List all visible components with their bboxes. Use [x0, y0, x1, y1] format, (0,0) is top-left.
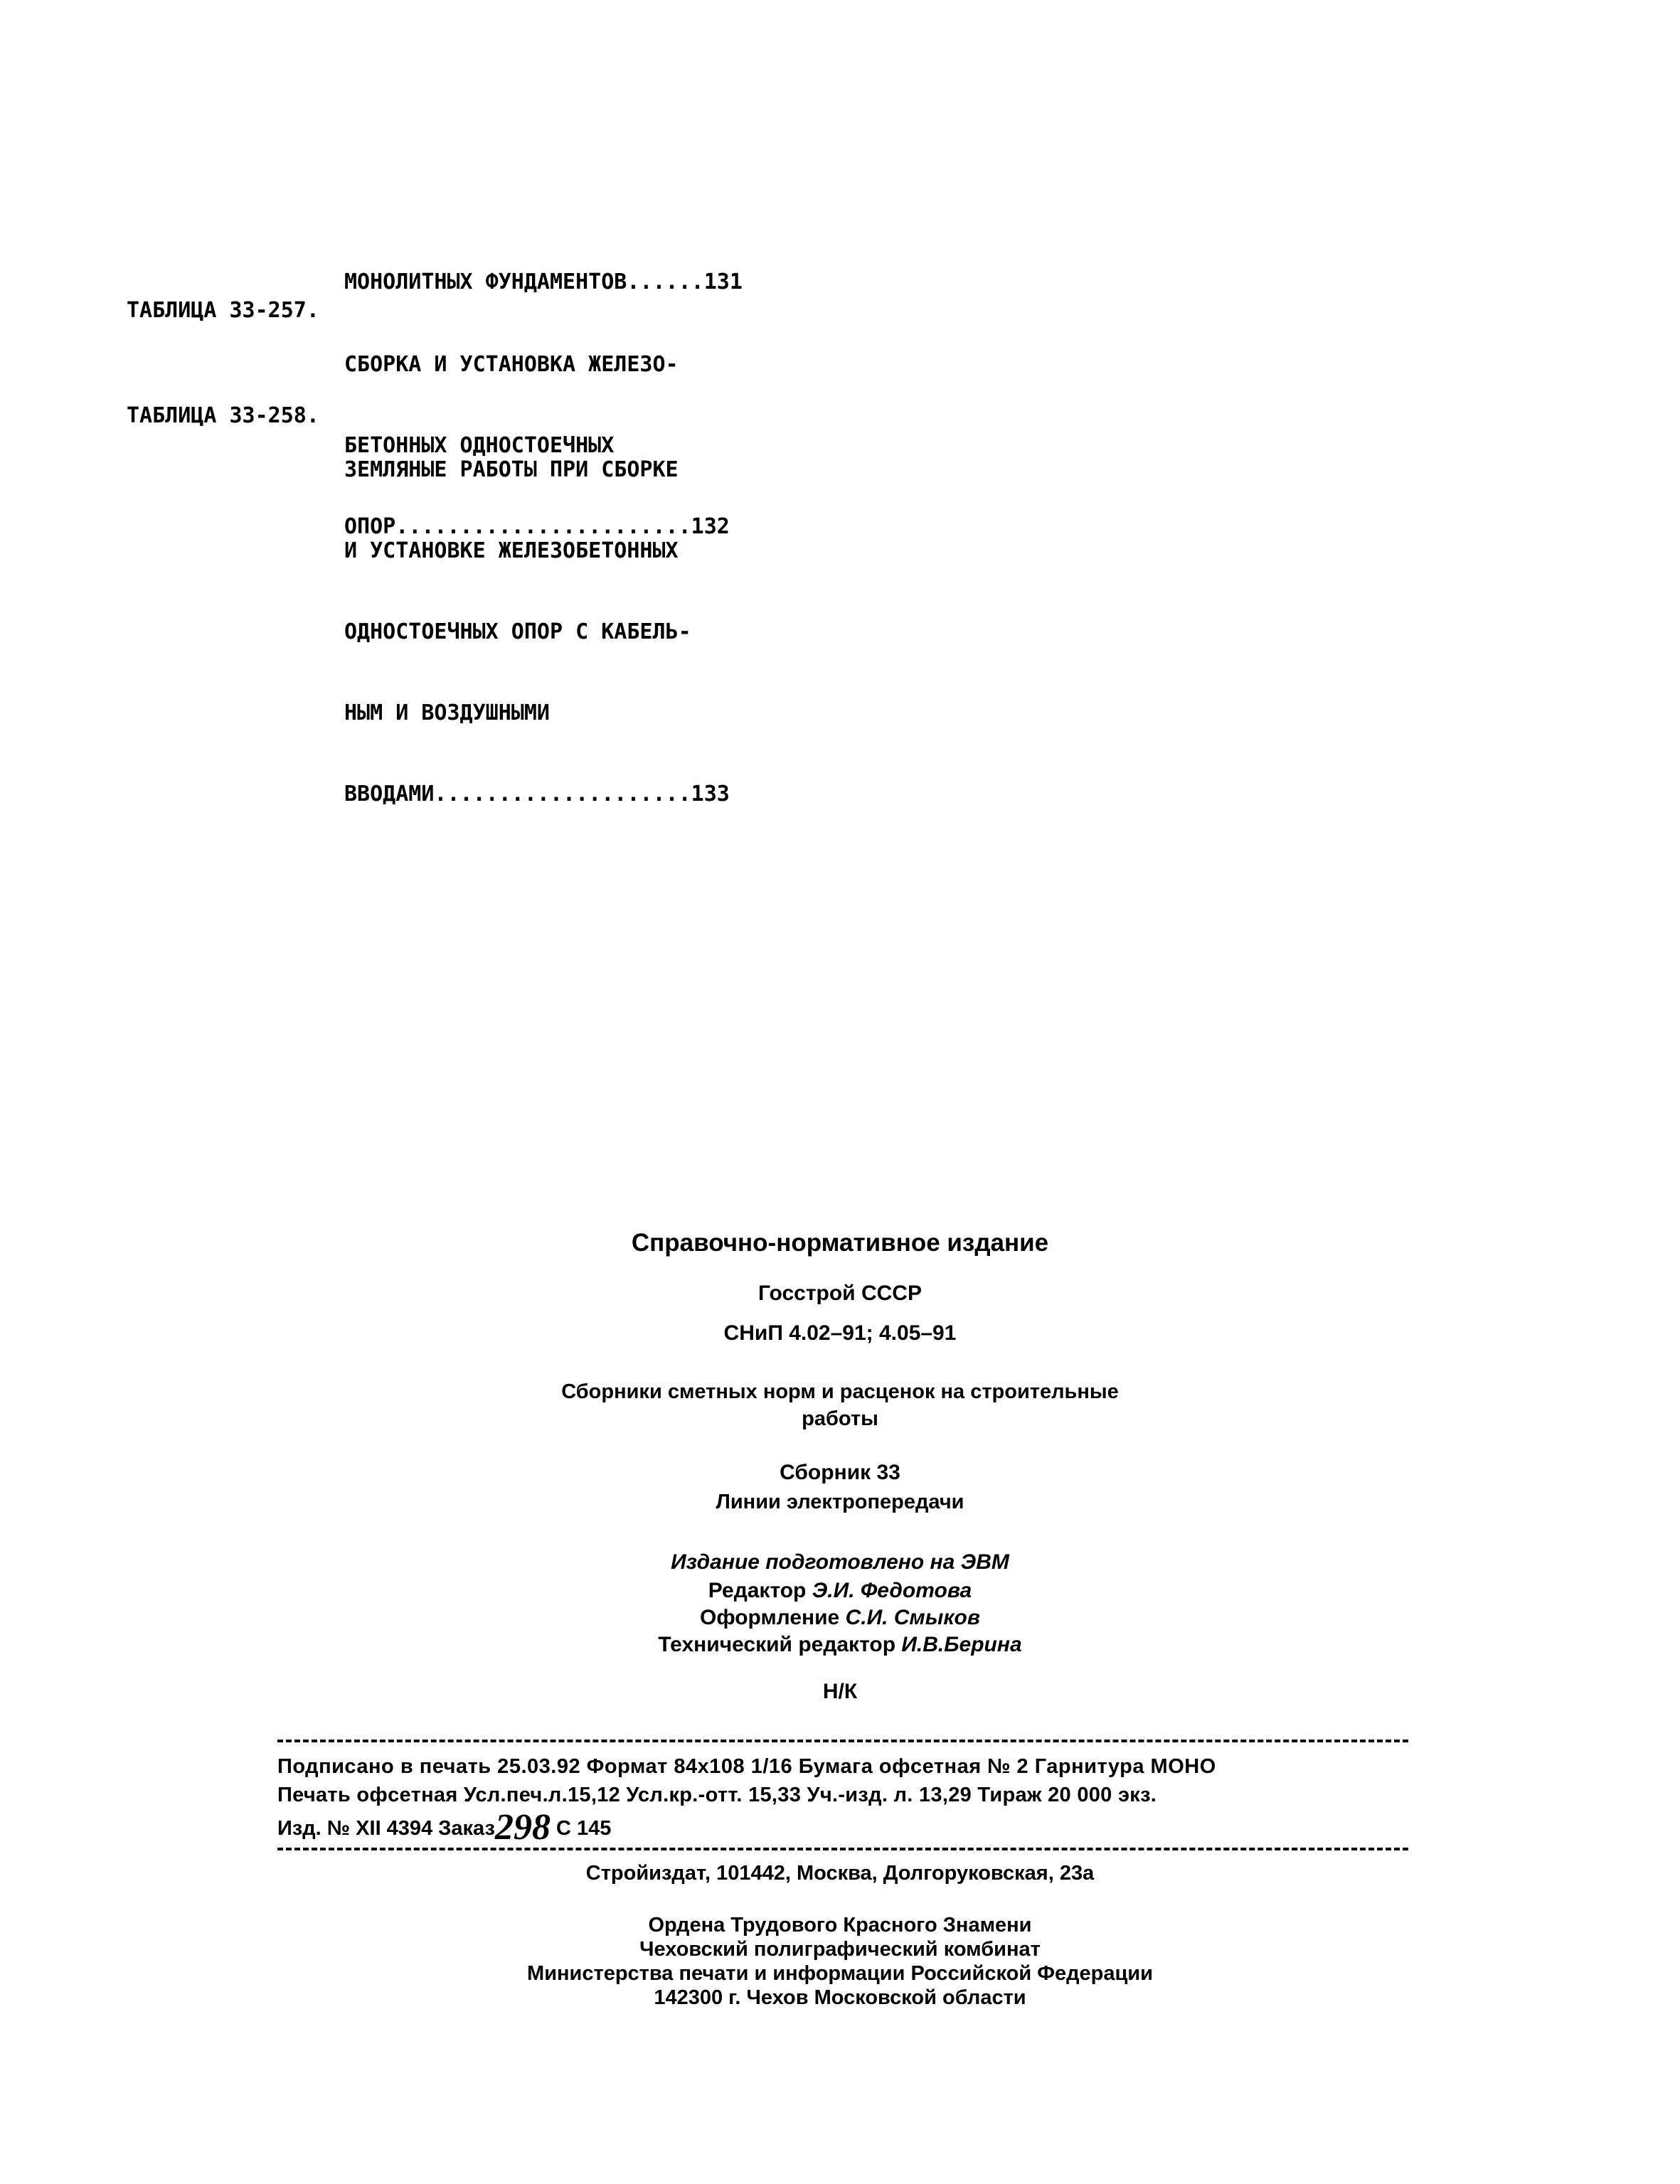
collection-title [0, 1378, 1680, 1432]
toc-entry-line: И УСТАНОВКЕ ЖЕЛЕЗОБЕТОННЫХ [344, 538, 679, 563]
nk-mark: Н/К [822, 1680, 858, 1703]
toc-entry-line: СБОРКА И УСТАНОВКА ЖЕЛЕЗО- [344, 352, 679, 377]
publisher-org: Госстрой СССР [758, 1282, 922, 1305]
collection-title-line: работы [802, 1407, 878, 1430]
editor-role: Редактор [708, 1579, 812, 1602]
toc-entry-line: МОНОЛИТНЫХ ФУНДАМЕНТОВ......131 [344, 270, 743, 294]
printer-line: Чеховский полиграфический комбинат [639, 1938, 1041, 1961]
edition-type: Справочно-нормативное издание [631, 1229, 1049, 1257]
toc-entry-line: ЗЕМЛЯНЫЕ РАБОТЫ ПРИ СБОРКЕ [344, 457, 679, 482]
toc-entry-label: ТАБЛИЦА 33-257. [127, 298, 319, 323]
imprint-prefix: Изд. № XII 4394 Заказ [277, 1817, 495, 1840]
printer-line: 142300 г. Чехов Московской области [654, 1986, 1026, 2009]
design-name: С.И. Смыков [845, 1606, 980, 1629]
prepared-note: Издание подготовлено на ЭВМ [671, 1550, 1009, 1574]
printer-line: Министерства печати и информации Российской Федерации [527, 1962, 1153, 1985]
toc-entry-label: ТАБЛИЦА 33-258. [127, 403, 319, 428]
imprint-suffix: С 145 [550, 1817, 612, 1840]
editor-line [0, 1579, 1680, 1603]
editor-name: Э.И. Федотова [812, 1579, 972, 1602]
publisher-address: Стройиздат, 101442, Москва, Долгоруковская, 23а [585, 1862, 1095, 1885]
imprint-line: Подписано в печать 25.03.92 Формат 84x108 1/16 Бумага офсетная № 2 Гарнитура МОНО [277, 1755, 1216, 1778]
bottom-divider [277, 1848, 1408, 1850]
printer-line: Ордена Трудового Красного Знамени [648, 1914, 1032, 1937]
order-number: 298 [494, 1807, 551, 1848]
toc-entry-line: НЫМ И ВОЗДУШНЫМИ [344, 701, 550, 725]
tech-editor-line [0, 1633, 1680, 1657]
toc-entry-line: ОДНОСТОЕЧНЫХ ОПОР С КАБЕЛЬ- [344, 619, 691, 644]
design-line [0, 1606, 1680, 1630]
imprint-line: Печать офсетная Усл.печ.л.15,12 Усл.кр.-отт. 15,33 Уч.-изд. л. 13,29 Тираж 20 000 экз. [277, 1784, 1157, 1806]
collection-title-line: Сборники сметных норм и расценок на строительные [561, 1380, 1119, 1403]
imprint-line [277, 1806, 611, 1848]
toc-entry [344, 403, 730, 862]
tech-editor-name: И.В.Берина [901, 1633, 1022, 1656]
toc-entry-line: ВВОДАМИ....................133 [344, 782, 730, 806]
toc-entry-line: ОПОР.......................132 [344, 514, 730, 539]
top-divider [277, 1740, 1408, 1742]
volume-number: Сборник 33 [780, 1461, 900, 1484]
printer-info [0, 1913, 1680, 2010]
design-role: Оформление [700, 1606, 846, 1629]
volume-title: Линии электропередачи [716, 1491, 964, 1513]
tech-editor-role: Технический редактор [658, 1633, 902, 1656]
snip-code: СНиП 4.02–91; 4.05–91 [723, 1321, 957, 1345]
toc-entry-line: БЕТОННЫХ ОДНОСТОЕЧНЫХ [344, 433, 615, 458]
